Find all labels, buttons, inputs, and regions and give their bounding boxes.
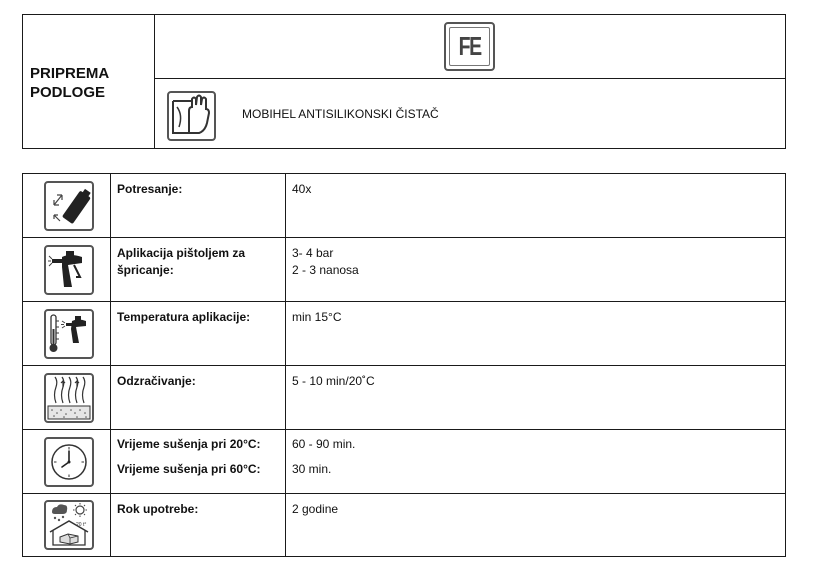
shelf-life-storage-icon bbox=[44, 500, 94, 550]
row-value: 60 - 90 min. bbox=[292, 437, 356, 451]
section-title-line2: PODLOGE bbox=[30, 84, 106, 101]
section-title bbox=[30, 64, 109, 102]
storage-temp-label: 20 t° bbox=[76, 522, 87, 528]
row-value: 2 - 3 nanosa bbox=[292, 263, 359, 277]
row-label: špricanje: bbox=[117, 263, 174, 277]
row-label: Vrijeme sušenja pri 20°C: bbox=[117, 437, 261, 451]
spray-gun-icon bbox=[44, 245, 94, 295]
row-label: Temperatura aplikacije: bbox=[117, 310, 251, 324]
row-label: Odzračivanje: bbox=[117, 374, 196, 388]
row-label: Aplikacija pištoljem za bbox=[117, 246, 246, 260]
row-value: 3- 4 bar bbox=[292, 246, 334, 260]
row-label: Potresanje: bbox=[117, 182, 183, 196]
flash-off-icon bbox=[44, 373, 94, 423]
shake-can-icon bbox=[44, 181, 94, 231]
row-label: Rok upotrebe: bbox=[117, 502, 199, 516]
clock-icon bbox=[44, 437, 94, 487]
thermometer-spray-icon bbox=[44, 309, 94, 359]
row-value: 5 - 10 min/20˚C bbox=[292, 374, 375, 388]
fe-badge-label: FE bbox=[458, 31, 481, 61]
row-value: 40x bbox=[292, 182, 312, 196]
section-title-line1: PRIPREMA bbox=[30, 65, 110, 82]
product-name: MOBIHEL ANTISILIKONSKI ČISTAČ bbox=[242, 107, 439, 121]
row-value: min 15°C bbox=[292, 310, 342, 324]
row-label: Vrijeme sušenja pri 60°C: bbox=[117, 462, 261, 476]
gloved-hand-icon bbox=[167, 91, 216, 141]
row-value: 2 godine bbox=[292, 502, 339, 516]
row-value: 30 min. bbox=[292, 462, 332, 476]
fe-badge bbox=[444, 22, 495, 71]
